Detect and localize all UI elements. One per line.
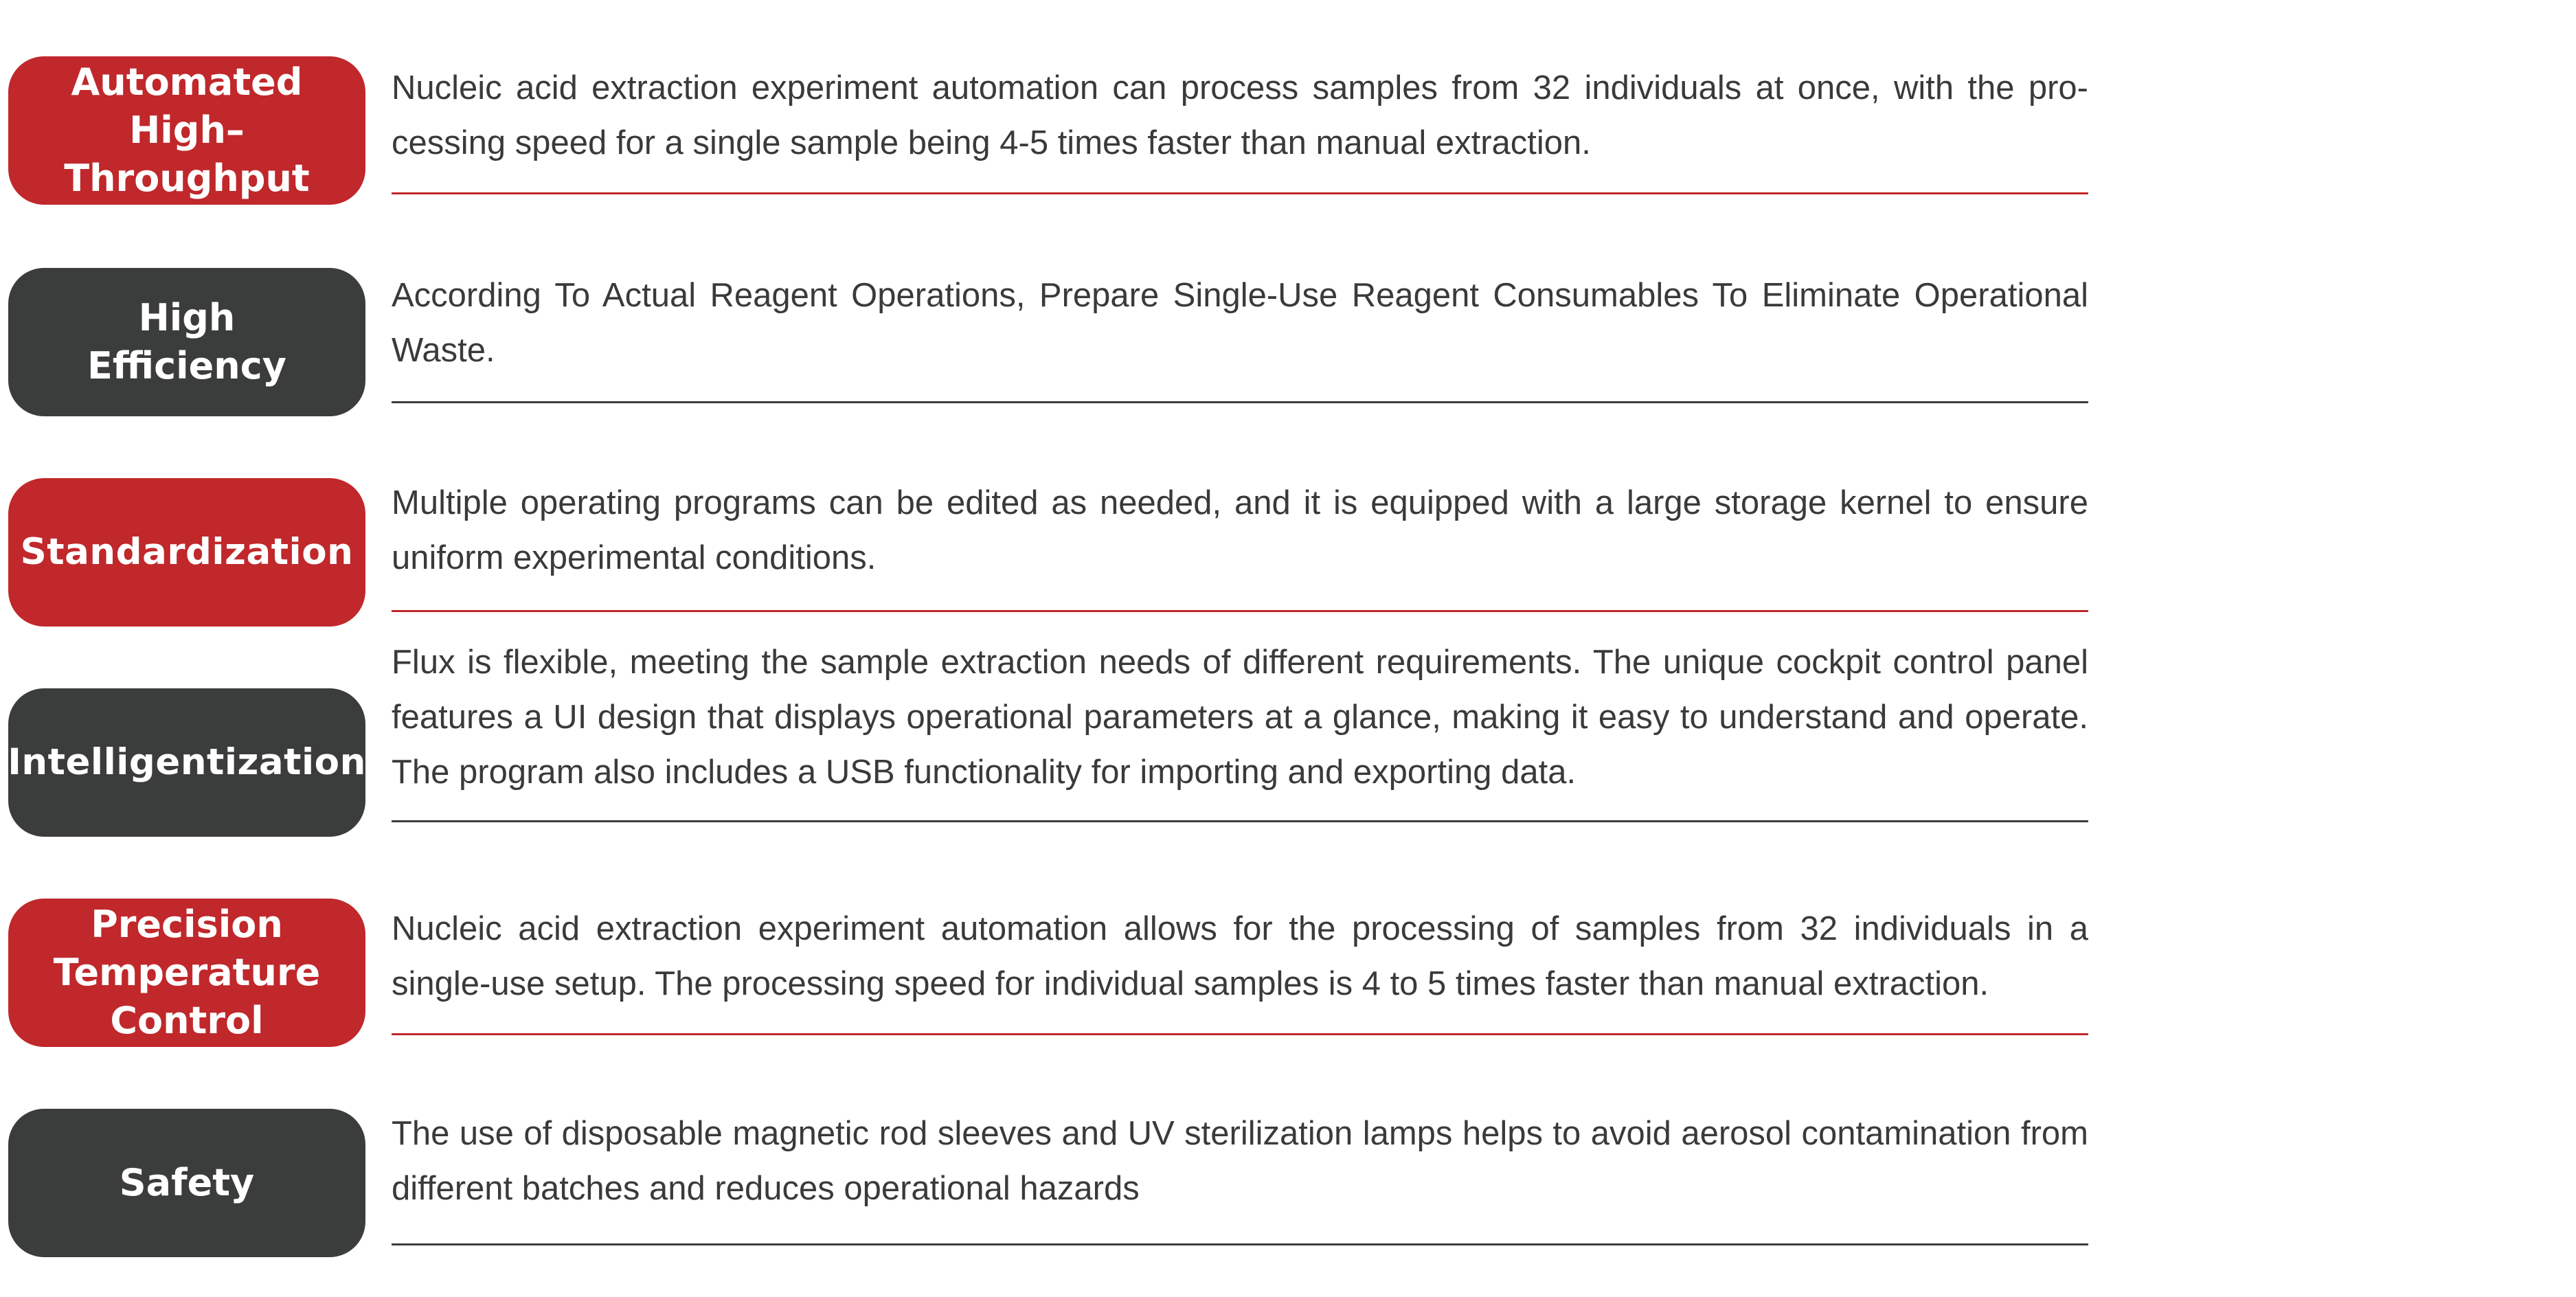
feature-row-intelligentization bbox=[0, 644, 2088, 839]
feature-description-safety: The use of disposable magnetic rod sleeves and UV sterilization lamps helps to avoid aerosol contamination from different batches and reduces operational hazards bbox=[392, 1115, 2088, 1207]
feature-description-intelligentization: Flux is flexible, meeting the sample extraction needs of different requirements. The unique cockpit control panel features a UI design that displays operational parameters at a glance, making it easy to understand and operate. The program also includes a USB functionality for importing and exporting data. bbox=[392, 644, 2088, 791]
feature-row-automated-high-throughput bbox=[0, 56, 2088, 207]
feature-row-high-efficiency bbox=[0, 268, 2088, 419]
feature-description-high-efficiency: According To Actual Reagent Operations, Prepare Single-Use Reagent Consumables To Eliminate Operational Waste. bbox=[392, 277, 2088, 369]
feature-divider bbox=[392, 192, 2088, 194]
feature-divider bbox=[392, 610, 2088, 612]
feature-label-standardization: Standardization bbox=[8, 478, 365, 627]
feature-label-precision-temperature-control: Precision Temperature Control bbox=[8, 899, 365, 1047]
feature-label-safety: Safety bbox=[8, 1109, 365, 1257]
feature-description-standardization: Multiple operating programs can be edited as needed, and it is equipped with a large storage kernel to ensure uniform experimental conditions. bbox=[392, 484, 2088, 576]
feature-row-precision-temperature-control bbox=[0, 899, 2088, 1050]
feature-label-intelligentization: Intelligentization bbox=[8, 688, 365, 837]
feature-label-automated-high-throughput: Automated High– Throughput bbox=[8, 56, 365, 205]
feature-description-precision-temperature-control: Nucleic acid extraction experiment automation allows for the processing of samples from 32 individuals in a single-use setup. The processing speed for individual samples is 4 to 5 times faster than manual extraction. bbox=[392, 910, 2088, 1002]
feature-row-safety bbox=[0, 1109, 2088, 1260]
feature-divider bbox=[392, 820, 2088, 822]
feature-divider bbox=[392, 1033, 2088, 1035]
feature-divider bbox=[392, 401, 2088, 403]
feature-divider bbox=[392, 1243, 2088, 1245]
feature-row-standardization bbox=[0, 478, 2088, 629]
feature-label-high-efficiency: High Efficiency bbox=[8, 268, 365, 416]
feature-description-automated-high-throughput: Nucleic acid extraction experiment automation can process samples from 32 individuals at once, with the processing speed for a single sample being 4-5 times faster than manual extraction. bbox=[392, 69, 2088, 161]
